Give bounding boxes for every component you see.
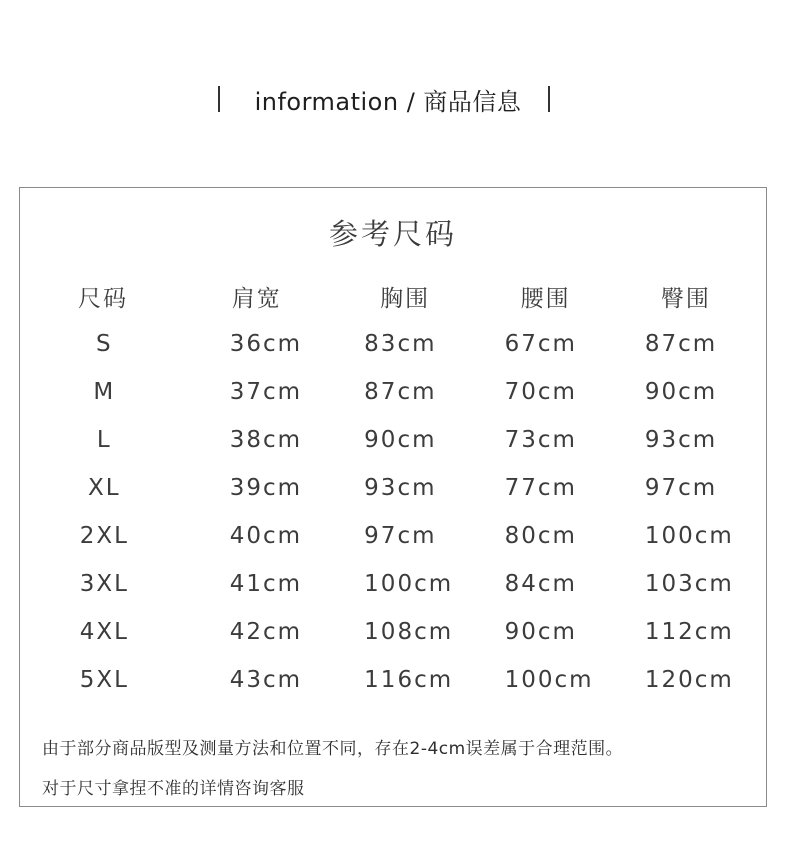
- column-header-hip: 臀围: [660, 285, 711, 312]
- shoulder-cell: 38cm: [229, 427, 303, 453]
- size-chart-card: [19, 187, 767, 807]
- chest-cell: 116cm: [364, 667, 454, 693]
- shoulder-cell: 41cm: [229, 571, 303, 597]
- chest-cell: 90cm: [364, 427, 437, 453]
- chest-cell: 100cm: [364, 571, 454, 597]
- customer-service-note: 对于尺寸拿捏不准的详情咨询客服: [42, 779, 305, 799]
- size-table: [20, 272, 768, 704]
- size-cell: XL: [88, 475, 121, 501]
- table-row: [20, 656, 768, 704]
- waist-cell: 70cm: [504, 379, 577, 405]
- table-row: [20, 608, 768, 656]
- chest-cell: 97cm: [364, 523, 437, 549]
- table-row: [20, 416, 768, 464]
- table-row: [20, 368, 768, 416]
- hip-cell: 112cm: [644, 619, 734, 645]
- waist-cell: 73cm: [504, 427, 577, 453]
- waist-cell: 84cm: [504, 571, 577, 597]
- chest-cell: 108cm: [364, 619, 454, 645]
- column-header-size: 尺码: [78, 285, 128, 312]
- table-row: [20, 320, 768, 368]
- table-row: [20, 464, 768, 512]
- size-cell: 3XL: [79, 571, 129, 597]
- shoulder-cell: 40cm: [229, 523, 303, 549]
- size-chart-title: 参考尺码: [328, 217, 457, 251]
- waist-cell: 80cm: [504, 523, 577, 549]
- size-cell: 5XL: [79, 667, 129, 693]
- header-divider-right: [548, 86, 550, 112]
- hip-cell: 93cm: [644, 427, 718, 453]
- size-cell: L: [96, 427, 112, 453]
- header-divider-left: [218, 86, 220, 112]
- table-row: [20, 560, 768, 608]
- waist-cell: 77cm: [504, 475, 577, 501]
- hip-cell: 97cm: [644, 475, 718, 501]
- hip-cell: 120cm: [644, 667, 734, 693]
- table-row: [20, 512, 768, 560]
- size-cell: 4XL: [79, 619, 129, 645]
- chest-cell: 93cm: [364, 475, 437, 501]
- hip-cell: 103cm: [644, 571, 734, 597]
- waist-cell: 67cm: [504, 331, 577, 357]
- chest-cell: 83cm: [364, 331, 437, 357]
- column-header-waist: 腰围: [520, 285, 571, 312]
- shoulder-cell: 39cm: [229, 475, 303, 501]
- column-header-shoulder: 肩宽: [231, 285, 282, 312]
- measurement-tolerance-note: 由于部分商品版型及测量方法和位置不同，存在2-4cm误差属于合理范围。: [42, 739, 624, 759]
- hip-cell: 90cm: [644, 379, 718, 405]
- hip-cell: 87cm: [644, 331, 718, 357]
- size-cell: M: [93, 379, 116, 405]
- size-cell: S: [96, 331, 113, 357]
- header-title: information / 商品信息: [254, 88, 522, 116]
- shoulder-cell: 43cm: [229, 667, 303, 693]
- hip-cell: 100cm: [644, 523, 734, 549]
- page-header: [0, 78, 770, 118]
- shoulder-cell: 36cm: [229, 331, 303, 357]
- waist-cell: 100cm: [504, 667, 594, 693]
- shoulder-cell: 42cm: [229, 619, 303, 645]
- waist-cell: 90cm: [504, 619, 577, 645]
- table-header-row: [20, 272, 768, 320]
- chest-cell: 87cm: [364, 379, 437, 405]
- size-cell: 2XL: [79, 523, 129, 549]
- shoulder-cell: 37cm: [229, 379, 303, 405]
- column-header-chest: 胸围: [380, 285, 431, 312]
